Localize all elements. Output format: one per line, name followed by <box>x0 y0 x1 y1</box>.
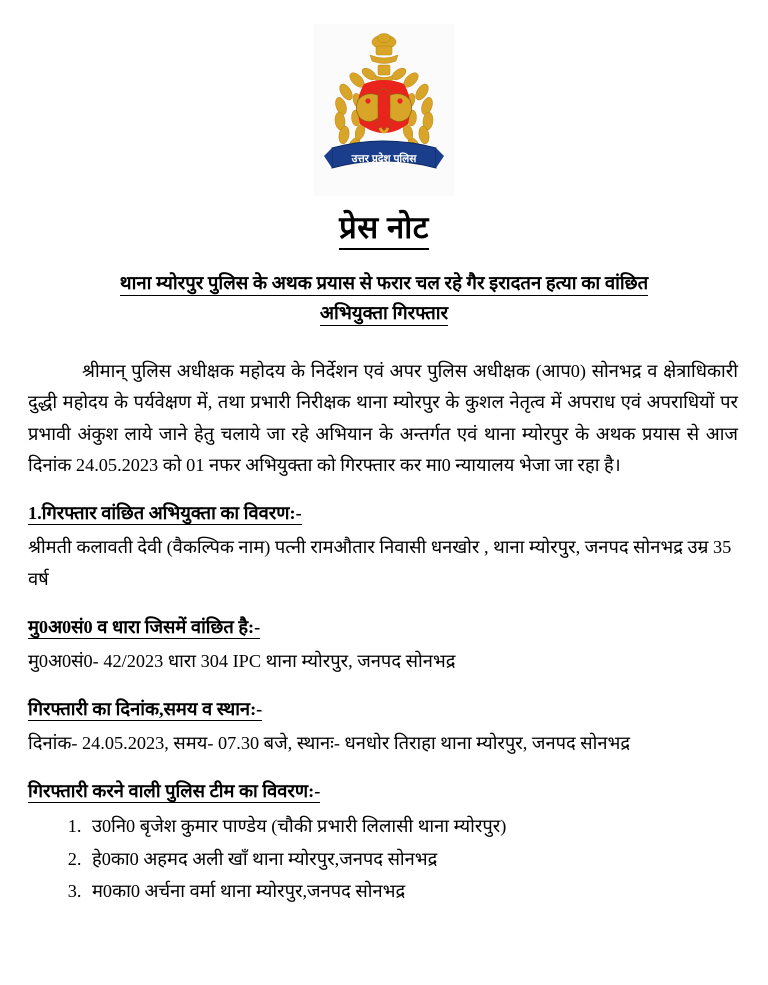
intro-paragraph-text: श्रीमान् पुलिस अधीक्षक महोदय के निर्देशन एवं अपर पुलिस अधीक्षक (आप0) सोनभद्र व क्षेत्राधिकारी दुद्धी महोदय के पर्यवेक्षण में, तथा प्रभारी निरीक्षक थाना म्योरपुर के कुशल नेतृत्व में अपराध एवं अपराधियों पर प्रभावी अंकुश लाये जाने हेतु चलाये जा रहे अभियान के अन्तर्गत एवं थाना म्योरपुर के अथक प्रयास से आज दिनांक 24.05.2023 को 01 नफर अभियुक्ता को गिरफ्तार कर मा0 न्यायालय भेजा जा रहा है। <box>28 360 738 475</box>
subtitle-line-2: अभियुक्ता गिरफ्तार <box>319 303 449 324</box>
accused-details: श्रीमती कलावती देवी (वैकल्पिक नाम) पत्नी रामऔतार निवासी धनखोर , थाना म्योरपुर, जनपद सोनभद्र उम्र 35 वर्ष <box>28 537 732 589</box>
emblem-container <box>16 24 752 196</box>
intro-paragraph <box>16 356 752 482</box>
list-item: 1. उ0नि0 बृजेश कुमार पाण्डेय (चौकी प्रभारी लिलासी थाना म्योरपुर) <box>86 810 738 843</box>
case-details: मु0अ0सं0- 42/2023 धारा 304 IPC थाना म्योरपुर, जनपद सोनभद्र <box>28 650 456 671</box>
section-accused <box>16 501 752 595</box>
team-heading <box>28 779 738 804</box>
accused-heading-text: 1.गिरफ्तार वांछित अभियुक्ता का विवरण:- <box>28 503 302 524</box>
section-case <box>16 615 752 677</box>
uttar-pradesh-police-emblem-icon <box>314 24 454 196</box>
emblem-motto-text: उत्तर प्रदेश पुलिस <box>351 153 417 165</box>
section-arrest <box>16 697 752 759</box>
list-item: 2. हे0का0 अहमद अली खाँ थाना म्योरपुर,जनपद सोनभद्र <box>86 843 738 876</box>
document-subtitle <box>16 270 752 330</box>
police-team-list <box>28 810 738 908</box>
case-heading <box>28 615 738 640</box>
accused-heading <box>28 501 738 526</box>
arrest-heading-text: गिरफ्तारी का दिनांक,समय व स्थान:- <box>28 699 263 720</box>
arrest-details: दिनांक- 24.05.2023, समय- 07.30 बजे, स्थानः- धनधोर तिराहा थाना म्योरपुर, जनपद सोनभद्र <box>28 732 631 753</box>
arrest-heading <box>28 697 738 722</box>
team-heading-text: गिरफ्तारी करने वाली पुलिस टीम का विवरण:- <box>28 781 321 802</box>
list-item: 3. म0का0 अर्चना वर्मा थाना म्योरपुर,जनपद सोनभद्र <box>86 875 738 908</box>
page-title-text: प्रेस नोट <box>339 210 429 250</box>
section-police-team <box>16 779 752 907</box>
subtitle-line-1: थाना म्योरपुर पुलिस के अथक प्रयास से फरार चल रहे गैर इरादतन हत्या का वांछित <box>119 273 649 294</box>
case-heading-text: मु0अ0सं0 व धारा जिसमें वांछित है:- <box>28 617 261 638</box>
page-title <box>16 210 752 246</box>
